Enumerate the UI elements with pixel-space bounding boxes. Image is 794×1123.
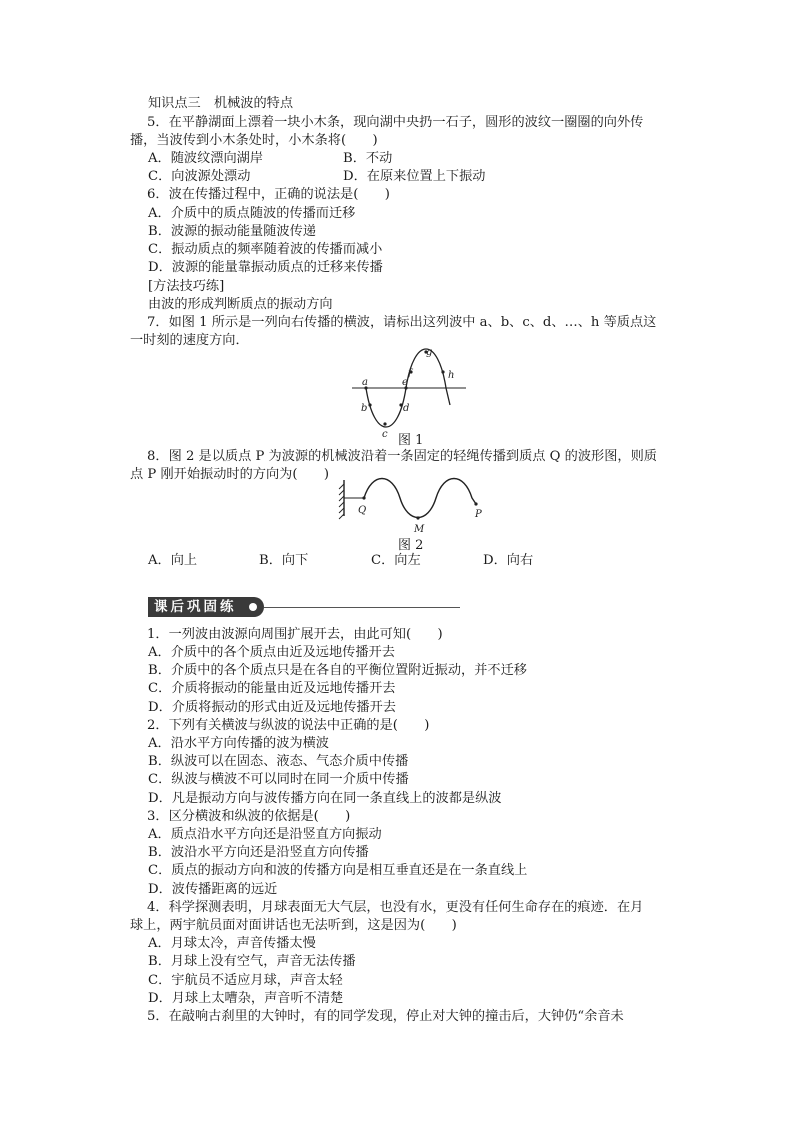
question-6-option-d: D．波源的能量靠振动质点的迁移来传播 [148, 260, 383, 275]
question-8-option-b: B．向下 [259, 553, 309, 568]
review-question-3-option-a: A．质点沿水平方向还是沿竖直方向振动 [148, 827, 382, 842]
point-m-label: M [414, 524, 425, 535]
figure-1-caption: 图 1 [398, 433, 424, 448]
point-h-dot [441, 370, 444, 373]
review-question-3-option-d: D．波传播距离的远近 [148, 882, 278, 897]
review-question-4-option-c: C．宇航员不适应月球，声音太轻 [148, 973, 343, 988]
question-5-option-c: C．向波源处漂动 [148, 169, 251, 184]
review-question-4-line1: 4．科学探测表明，月球表面无大气层，也没有水，更没有任何生命存在的痕迹．在月 [147, 900, 644, 915]
point-e-label: e [402, 377, 408, 388]
point-a-label: a [362, 377, 368, 388]
rope-wave-curve [364, 479, 476, 518]
point-f-label: f [408, 368, 412, 379]
question-5-option-a: A．随波纹漂向湖岸 [148, 151, 264, 166]
figure-2-caption: 图 2 [398, 538, 424, 553]
review-question-4-option-a: A．月球太冷，声音传播太慢 [148, 936, 316, 951]
review-question-5-line1: 5．在敲响古刹里的大钟时，有的同学发现，停止对大钟的撞击后，大钟仍“余音未 [147, 1009, 624, 1024]
review-question-4-line2: 球上，两宇航员面对面讲话也无法听到，这是因为( ) [130, 918, 457, 933]
method-title: [方法技巧练] [148, 279, 225, 294]
question-8-option-a: A．向上 [148, 553, 198, 568]
review-question-3-option-c: C．质点的振动方向和波的传播方向是相互垂直还是在一条直线上 [148, 863, 528, 878]
section-title: 知识点三 机械波的特点 [148, 96, 294, 111]
question-6-option-a: A．介质中的质点随波的传播而迁移 [148, 206, 356, 221]
point-m-dot [416, 516, 419, 519]
review-question-3-stem: 3．区分横波和纵波的依据是( ) [147, 809, 351, 824]
review-question-2-option-a: A．沿水平方向传播的波为横波 [148, 736, 329, 751]
question-8-line2: 点 P 刚开始振动时的方向为( ) [130, 467, 329, 482]
point-p-dot [474, 502, 477, 505]
review-question-1-option-b: B．介质中的各个质点只是在各自的平衡位置附近振动，并不迁移 [148, 663, 527, 678]
figure-2-rope-wave [338, 476, 494, 538]
question-6-stem: 6．波在传播过程中，正确的说法是( ) [147, 187, 390, 202]
question-8-options [148, 552, 648, 570]
question-6-option-c: C．振动质点的频率随着波的传播而减小 [148, 242, 383, 257]
section-header-tag [148, 597, 264, 617]
bullet-dot-icon [249, 603, 257, 611]
point-p-label: P [475, 509, 482, 520]
question-8-option-c: C．向左 [371, 553, 421, 568]
review-question-1-option-c: C．介质将振动的能量由近及远地传播开去 [148, 681, 396, 696]
review-question-2-stem: 2．下列有关横波与纵波的说法中正确的是( ) [147, 718, 430, 733]
review-question-2-option-d: D．凡是振动方向与波传播方向在同一条直线上的波都是纵波 [148, 791, 502, 806]
point-b-dot [368, 403, 371, 406]
point-q-dot [362, 496, 365, 499]
review-question-4-option-d: D．月球上太嘈杂，声音听不清楚 [148, 991, 344, 1006]
question-8-option-d: D．向右 [483, 553, 534, 568]
wall-hatching [339, 484, 344, 519]
question-7-line1: 7．如图 1 所示是一列向右传播的横波，请标出这列波中 a、b、c、d、…、h 等质点这 [147, 315, 657, 330]
review-question-1-option-a: A．介质中的各个质点由近及远地传播开去 [148, 645, 395, 660]
question-5-option-b: B．不动 [343, 151, 393, 166]
question-5-option-d: D．在原来位置上下振动 [343, 169, 486, 184]
point-g-label: g [426, 347, 433, 358]
point-c-label: c [382, 429, 388, 440]
review-question-2-option-c: C．纵波与横波不可以同时在同一介质中传播 [148, 772, 409, 787]
question-6-option-b: B．波源的振动能量随波传递 [148, 224, 316, 239]
question-7-line2: 一时刻的速度方向． [130, 333, 249, 348]
point-b-label: b [361, 403, 368, 414]
review-question-1-stem: 1．一列波由波源向周围扩展开去，由此可知( ) [147, 627, 443, 642]
point-h-label: h [448, 370, 455, 381]
review-question-4-option-b: B．月球上没有空气，声音无法传播 [148, 954, 356, 969]
point-q-label: Q [358, 505, 367, 516]
section-header-text: 课后巩固练 [154, 599, 237, 615]
point-d-label: d [403, 403, 410, 414]
question-8-line1: 8．图 2 是以质点 P 为波源的机械波沿着一条固定的轻绳传播到质点 Q 的波形图，则质 [147, 449, 657, 464]
method-subtitle: 由波的形成判断质点的振动方向 [148, 297, 333, 312]
section-header-consolidation [148, 596, 460, 618]
question-5-line2: 播，当波传到小木条处时，小木条将( ) [130, 133, 378, 148]
review-question-1-option-d: D．介质将振动的形式由近及远地传播开去 [148, 700, 396, 715]
review-question-2-option-b: B．纵波可以在固态、液态、气态介质中传播 [148, 754, 409, 769]
review-question-3-option-b: B．波沿水平方向还是沿竖直方向传播 [148, 845, 369, 860]
point-c-dot [383, 422, 386, 425]
question-5-line1: 5．在平静湖面上漂着一块小木条，现向湖中央扔一石子，圆形的波纹一圈圈的向外传 [147, 115, 644, 130]
section-header-rule [264, 607, 460, 608]
